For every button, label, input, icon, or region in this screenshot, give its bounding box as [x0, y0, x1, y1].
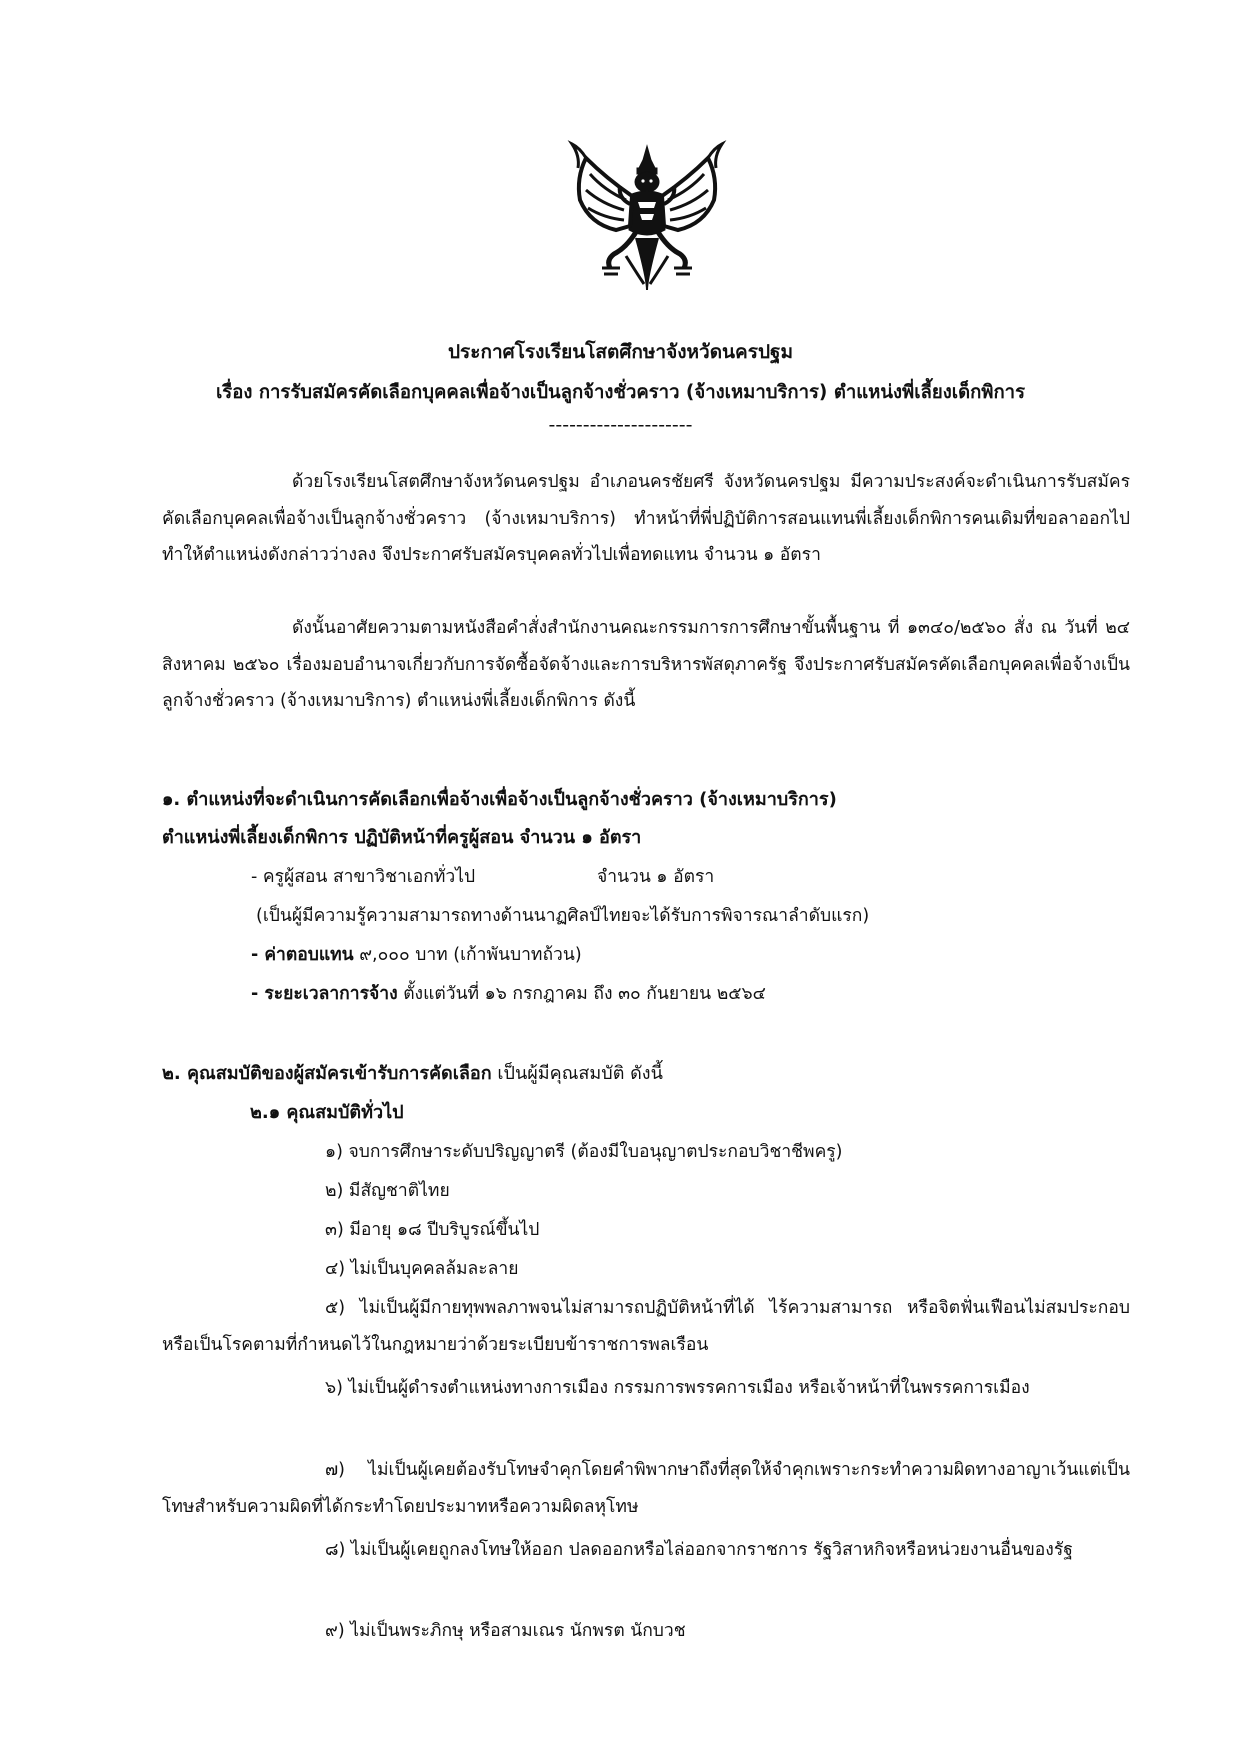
qualification-item	[162, 1290, 1130, 1364]
intro-paragraph-2	[162, 610, 1130, 720]
qualification-item-text: ๘) ไม่เป็นผู้เคยถูกลงโทษให้ออก ปลดออกหรือไล่ออกจากราชการ รัฐวิสาหกิจหรือหน่วยงานอื่นของรัฐ	[325, 1540, 1073, 1560]
position-name: - ครูผู้สอน สาขาวิชาเอกทั่วไป	[251, 867, 476, 887]
pay-value: ๙,๐๐๐ บาท (เก้าพันบาทถ้วน)	[353, 945, 582, 965]
qualification-item: ๙) ไม่เป็นพระภิกษุ หรือสามเณร นักพรต นักบวช	[325, 1621, 686, 1641]
qualification-item	[162, 1452, 1130, 1526]
section-2-heading	[162, 1056, 663, 1092]
intro-paragraph-2-text: ดังนั้นอาศัยความตามหนังสือคำสั่งสำนักงานคณะกรรมการการศึกษาขั้นพื้นฐาน ที่ ๑๓๔๐/๒๕๖๐ สั่ง ณ วันที่ ๒๔ สิงหาคม ๒๕๖๐ เรื่องมอบอำนาจเกี่ยวกับการจัดซื้อจัดจ้างและการบริหารพัสดุภาครัฐ จึงประกาศรับสมัครคัดเลือกบุคคลเพื่อจ้างเป็นลูกจ้างชั่วคราว (จ้างเหมาบริการ) ตำแหน่งพี่เลี้ยงเด็กพิการ ดังนี้	[162, 618, 1130, 711]
period-line	[251, 976, 766, 1012]
section-2-heading-bold: ๒. คุณสมบัติของผู้สมัครเข้ารับการคัดเลือก	[162, 1063, 492, 1084]
section-2-1-heading: ๒.๑ คุณสมบัติทั่วไป	[250, 1102, 404, 1123]
period-value: ตั้งแต่วันที่ ๑๖ กรกฎาคม ถึง ๓๐ กันยายน ๒๕๖๔	[397, 984, 766, 1004]
position-line	[251, 859, 715, 895]
qualification-item: ๓) มีอายุ ๑๘ ปีบริบูรณ์ขึ้นไป	[325, 1220, 540, 1240]
intro-paragraph-1-text: ด้วยโรงเรียนโสตศึกษาจังหวัดนครปฐม อำเภอนครชัยศรี จังหวัดนครปฐม มีความประสงค์จะดำเนินการรับสมัครคัดเลือกบุคคลเพื่อจ้างเป็นลูกจ้างชั่วคราว (จ้างเหมาบริการ) ทำหน้าที่พี่ปฏิบัติการสอนแทนพี่เลี้ยงเด็กพิการคนเดิมที่ขอลาออกไป ทำให้ตำแหน่งดังกล่าวว่างลง จึงประกาศรับสมัครบุคคลทั่วไปเพื่อทดแทน จำนวน ๑ อัตรา	[162, 472, 1130, 565]
section-1-heading-line-2: ตำแหน่งพี่เลี้ยงเด็กพิการ ปฏิบัติหน้าที่ครูผู้สอน จำนวน ๑ อัตรา	[162, 827, 642, 848]
announcement-title: ประกาศโรงเรียนโสตศึกษาจังหวัดนครปฐม	[447, 341, 794, 363]
qualification-item: ๒) มีสัญชาติไทย	[325, 1181, 450, 1201]
qualification-item: ๔) ไม่เป็นบุคคลล้มละลาย	[325, 1259, 519, 1279]
pay-label: - ค่าตอบแทน	[251, 945, 354, 965]
qualification-item-text: ๕) ไม่เป็นผู้มีกายทุพพลภาพจนไม่สามารถปฏิบัติหน้าที่ได้ ไร้ความสามารถ หรือจิตฟั่นเฟือนไม่สมประกอบ หรือเป็นโรคตามที่กำหนดไว้ในกฎหมายว่าด้วยระเบียบข้าราชการพลเรือน	[162, 1298, 1130, 1355]
qualification-item: ๑) จบการศึกษาระดับปริญญาตรี (ต้องมีใบอนุญาตประกอบวิชาชีพครู)	[325, 1142, 843, 1162]
qualification-item	[162, 1370, 1130, 1407]
position-note: (เป็นผู้มีความรู้ความสามารถทางด้านนาฏศิลป์ไทยจะได้รับการพิจารณาลำดับแรก)	[256, 906, 870, 926]
qualification-item-text: ๖) ไม่เป็นผู้ดำรงตำแหน่งทางการเมือง กรรมการพรรคการเมือง หรือเจ้าหน้าที่ในพรรคการเมือง	[325, 1378, 1030, 1398]
period-label: - ระยะเวลาการจ้าง	[251, 984, 398, 1004]
section-2-heading-rest: เป็นผู้มีคุณสมบัติ ดังนี้	[491, 1063, 663, 1084]
qualification-item	[162, 1532, 1130, 1569]
qualification-item-text: ๗) ไม่เป็นผู้เคยต้องรับโทษจำคุกโดยคำพิพากษาถึงที่สุดให้จำคุกเพราะกระทำความผิดทางอาญาเว้นแต่เป็นโทษสำหรับความผิดที่ได้กระทำโดยประมาทหรือความผิดลหุโทษ	[162, 1460, 1130, 1517]
announcement-subject: เรื่อง การรับสมัครคัดเลือกบุคคลเพื่อจ้างเป็นลูกจ้างชั่วคราว (จ้างเหมาบริการ) ตำแหน่งพี่เลี้ยงเด็กพิการ	[215, 382, 1026, 403]
position-count: จำนวน ๑ อัตรา	[597, 867, 715, 887]
section-1-heading: ๑. ตำแหน่งที่จะดำเนินการคัดเลือกเพื่อจ้างเพื่อจ้างเป็นลูกจ้างชั่วคราว (จ้างเหมาบริการ)	[162, 789, 837, 810]
pay-line	[251, 937, 582, 973]
intro-paragraph-1	[162, 464, 1130, 574]
title-separator: ---------------------	[548, 414, 693, 436]
garuda-emblem-icon	[566, 138, 728, 295]
